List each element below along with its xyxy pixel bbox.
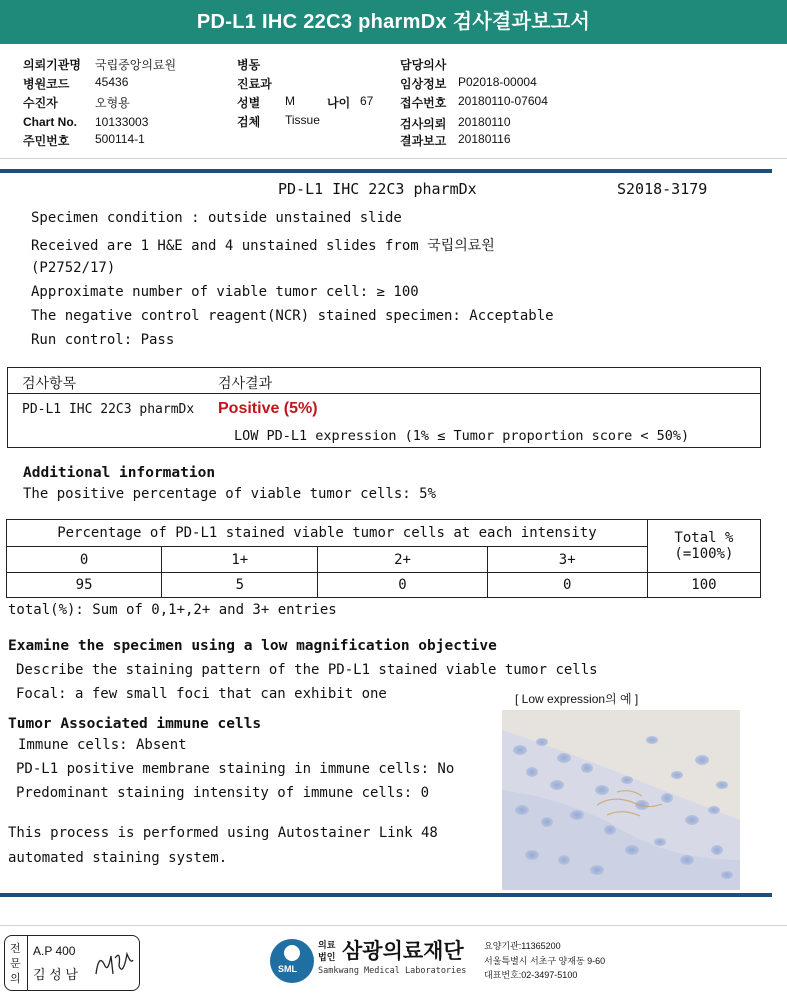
value-sex: M	[285, 94, 295, 108]
stamp-side-char-1: 전	[10, 943, 21, 955]
staining-pattern-line: Describe the staining pattern of the PD-L1 stained viable tumor cells	[16, 662, 598, 678]
stamp-side-column	[5, 936, 28, 990]
value-specimen: Tissue	[285, 113, 320, 127]
total-header-line2: (=100%)	[674, 546, 734, 562]
result-expression-level: LOW PD-L1 expression (1% ≤ Tumor proportion score < 50%)	[234, 428, 690, 444]
intensity-table	[6, 519, 761, 598]
examine-title: Examine the specimen using a low magnification objective	[8, 638, 497, 654]
label-clinical-info: 임상정보	[400, 77, 447, 91]
value-total: 100	[647, 573, 760, 598]
label-hospital-code: 병원코드	[23, 77, 70, 91]
report-id: S2018-3179	[617, 180, 708, 198]
case-number-line: (P2752/17)	[31, 260, 116, 276]
value-requesting-institution: 국립중앙의료원	[95, 58, 177, 72]
column-header-3plus: 3+	[487, 547, 647, 573]
stamp-side-char-3: 의	[10, 973, 21, 985]
value-clinical-info: P02018-00004	[458, 75, 537, 89]
label-chart-no: Chart No.	[23, 115, 77, 129]
value-intensity-3plus: 0	[487, 573, 647, 598]
value-accession-number: 20180110-07604	[458, 94, 548, 108]
value-intensity-2plus: 0	[318, 573, 487, 598]
image-caption: [ Low expression의 예 ]	[515, 692, 639, 706]
label-sex: 성별	[237, 96, 261, 110]
ihc-micrograph-image	[502, 710, 740, 890]
additional-info-title: Additional information	[23, 465, 216, 481]
value-report-date: 20180116	[458, 132, 511, 146]
label-attending-doctor: 담당의사	[400, 58, 447, 72]
label-accession-number: 접수번호	[400, 96, 447, 110]
value-hospital-code: 45436	[95, 75, 129, 89]
membrane-staining-line: PD-L1 positive membrane staining in immune cells: No	[16, 761, 455, 777]
contact-phone: 대표번호:02-3497-5100	[484, 970, 578, 980]
column-header-0: 0	[7, 547, 162, 573]
negative-control-line: The negative control reagent(NCR) stained specimen: Acceptable	[31, 308, 554, 324]
run-control-line: Run control: Pass	[31, 332, 175, 348]
positive-percentage-line: The positive percentage of viable tumor cells: 5%	[23, 486, 437, 502]
contact-address: 서울특별시 서초구 양재동 9-60	[484, 956, 606, 966]
top-divider	[0, 169, 772, 173]
value-request-date: 20180110	[458, 115, 511, 129]
column-header-1plus: 1+	[162, 547, 318, 573]
viable-tumor-cell-line: Approximate number of viable tumor cell: ≥ 100	[31, 284, 419, 300]
value-age: 67	[360, 94, 374, 108]
received-slides-line: Received are 1 H&E and 4 unstained slides from 국립의료원	[31, 238, 495, 254]
value-chart-no: 10133003	[95, 115, 149, 129]
total-header	[647, 520, 760, 573]
immune-cells-line: Immune cells: Absent	[18, 737, 187, 753]
label-department: 진료과	[237, 77, 272, 91]
label-resident-number: 주민번호	[23, 134, 70, 148]
result-header-result: 검사결과	[218, 375, 273, 391]
label-report-date: 결과보고	[400, 134, 447, 148]
process-line-1: This process is performed using Autostainer Link 48	[8, 825, 438, 841]
specimen-condition-line: Specimen condition : outside unstained slide	[31, 210, 402, 226]
label-patient-name: 수진자	[23, 96, 58, 110]
value-intensity-1plus: 5	[162, 573, 318, 598]
contact-institution-code: 요양기관:11365200	[484, 941, 561, 951]
footer-separator	[0, 925, 787, 926]
bottom-divider	[0, 893, 772, 897]
staining-intensity-line: Predominant staining intensity of immune cells: 0	[16, 785, 430, 801]
stamp-side-char-2: 문	[10, 958, 21, 970]
result-positive: Positive (5%)	[218, 400, 318, 417]
total-header-line1: Total %	[674, 530, 734, 546]
value-intensity-0: 95	[7, 573, 162, 598]
total-note: total(%): Sum of 0,1+,2+ and 3+ entries	[8, 602, 337, 618]
column-header-2plus: 2+	[318, 547, 487, 573]
sml-logo-text: SML	[278, 964, 297, 974]
org-prefix-1: 의료	[318, 940, 336, 950]
patient-info-block	[0, 44, 787, 159]
value-resident-number: 500114-1	[95, 132, 145, 146]
org-name: 삼광의료재단	[342, 940, 464, 963]
intensity-table-title: Percentage of PD-L1 stained viable tumor cells at each intensity	[7, 520, 648, 547]
immune-title: Tumor Associated immune cells	[8, 716, 262, 732]
logo-figure-shape	[284, 945, 300, 961]
sml-logo-icon	[270, 939, 314, 983]
org-prefix-2: 법인	[318, 952, 336, 962]
focal-line: Focal: a few small foci that can exhibit one	[16, 686, 387, 702]
signature-image	[93, 946, 135, 980]
org-english-name: Samkwang Medical Laboratories	[318, 966, 467, 976]
process-line-2: automated staining system.	[8, 850, 228, 866]
result-box	[7, 367, 761, 448]
result-box-divider	[8, 393, 760, 394]
value-patient-name: 오형용	[95, 96, 130, 110]
result-header-item: 검사항목	[22, 375, 77, 391]
stamp-pathologist-name: 김 성 남	[33, 967, 78, 982]
label-requesting-institution: 의뢰기관명	[23, 58, 81, 72]
label-ward: 병동	[237, 58, 261, 72]
report-test-name: PD-L1 IHC 22C3 pharmDx	[278, 180, 477, 198]
label-request-date: 검사의뢰	[400, 117, 447, 131]
label-age: 나이	[327, 96, 351, 110]
report-title: PD-L1 IHC 22C3 pharmDx 검사결과보고서	[0, 0, 787, 44]
pathologist-stamp	[4, 935, 140, 991]
result-item-name: PD-L1 IHC 22C3 pharmDx	[22, 402, 195, 417]
label-specimen: 검체	[237, 115, 261, 129]
stamp-ap-number: A.P 400	[33, 944, 76, 958]
